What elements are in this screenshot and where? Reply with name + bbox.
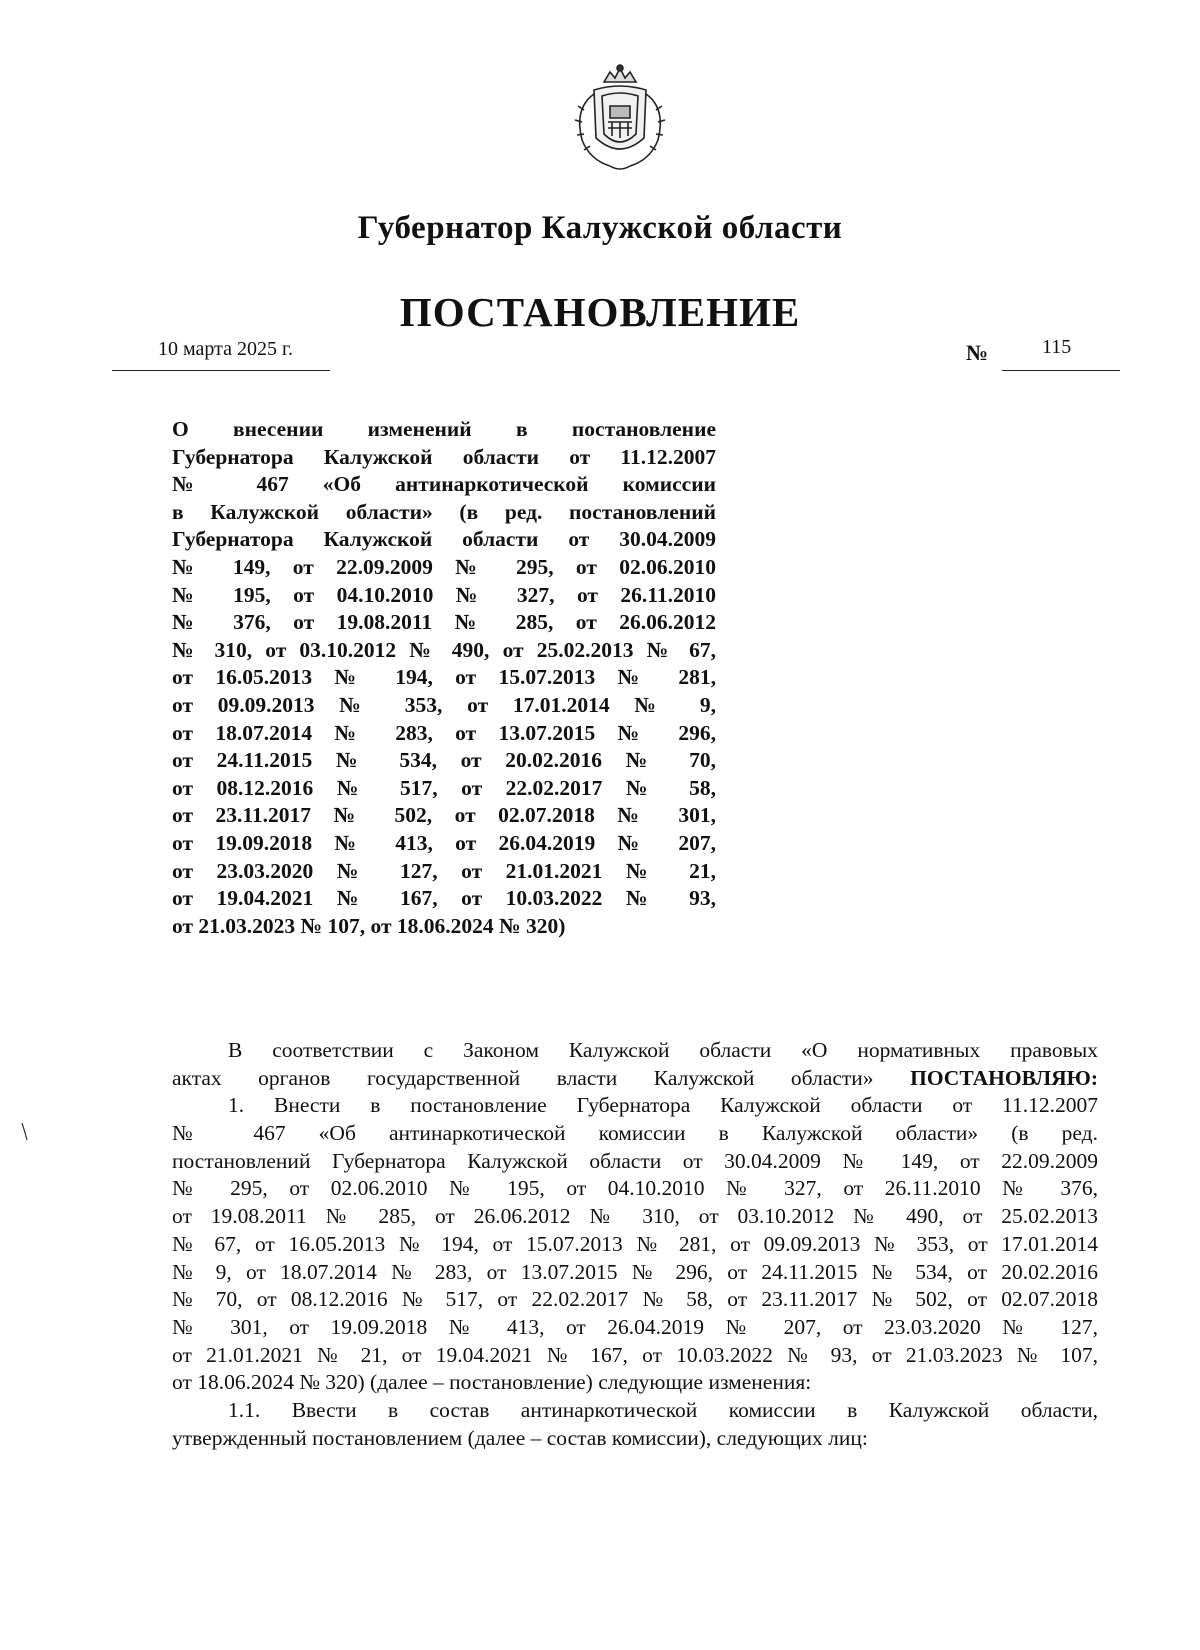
document-title <box>172 416 716 940</box>
document-type: ПОСТАНОВЛЕНИЕ <box>399 289 801 335</box>
item-1-line: № 295, от 02.06.2010 № 195, от 04.10.2010 № 327, от 26.11.2010 № 376, <box>172 1176 1098 1201</box>
item-1-line: № 67, от 16.05.2013 № 194, от 15.07.2013 № 281, от 09.09.2013 № 353, от 17.01.2014 <box>172 1231 1098 1256</box>
item-1-line: № 9, от 18.07.2014 № 283, от 13.07.2015 № 296, от 24.11.2015 № 534, от 20.02.2016 <box>172 1259 1098 1284</box>
item-1-line: № 467 «Об антинаркотической комиссии в Калужской области» (в ред. <box>172 1121 1098 1146</box>
item-1-line: № 301, от 19.09.2018 № 413, от 26.04.2019 № 207, от 23.03.2020 № 127, <box>172 1314 1098 1339</box>
preamble-line: В соответствии с Законом Калужской области «О нормативных правовых <box>228 1038 1098 1062</box>
document-body <box>172 1037 1098 1452</box>
item-1-line: постановлений Губернатора Калужской области от 30.04.2009 № 149, от 22.09.2009 <box>172 1148 1098 1173</box>
title-line: № 376, от 19.08.2011 № 285, от 26.06.2012 <box>172 610 716 635</box>
preamble-line <box>172 1065 1098 1093</box>
title-line: от 21.03.2023 № 107, от 18.06.2024 № 320) <box>172 913 566 938</box>
item-1-1-line: утвержденный постановлением (далее – состав комиссии), следующих лиц: <box>172 1425 868 1450</box>
title-line: в Калужской области» (в ред. постановлений <box>172 499 716 524</box>
item-1-line: № 70, от 08.12.2016 № 517, от 22.02.2017 № 58, от 23.11.2017 № 502, от 02.07.2018 <box>172 1287 1098 1312</box>
title-line: от 23.03.2020 № 127, от 21.01.2021 № 21, <box>172 858 716 883</box>
item-1-line: от 18.06.2024 № 320) (далее – постановление) следующие изменения: <box>172 1370 812 1395</box>
document-date: 10 марта 2025 г. <box>158 338 293 360</box>
title-line: от 18.07.2014 № 283, от 13.07.2015 № 296, <box>172 720 716 745</box>
title-line: от 23.11.2017 № 502, от 02.07.2018 № 301, <box>172 803 716 828</box>
coat-of-arms-icon <box>560 60 680 180</box>
title-line: от 19.09.2018 № 413, от 26.04.2019 № 207, <box>172 830 716 855</box>
resolution-keyword: ПОСТАНОВЛЯЮ: <box>910 1065 1099 1090</box>
title-line: № 310, от 03.10.2012 № 490, от 25.02.2013 № 67, <box>172 637 716 662</box>
item-1-line: от 21.01.2021 № 21, от 19.04.2021 № 167, от 10.03.2022 № 93, от 21.03.2023 № 107, <box>172 1342 1098 1367</box>
title-line: от 16.05.2013 № 194, от 15.07.2013 № 281, <box>172 665 716 690</box>
title-line: от 08.12.2016 № 517, от 22.02.2017 № 58, <box>172 775 716 800</box>
document-number: 115 <box>1042 336 1072 358</box>
number-field <box>1002 338 1120 371</box>
title-line: № 467 «Об антинаркотической комиссии <box>172 472 716 497</box>
title-line: Губернатора Калужской области от 30.04.2009 <box>172 527 716 552</box>
title-line: О внесении изменений в постановление <box>172 417 716 441</box>
title-line: № 149, от 22.09.2009 № 295, от 02.06.2010 <box>172 554 716 579</box>
issuing-authority: Губернатор Калужской области <box>357 210 843 246</box>
title-line: Губернатора Калужской области от 11.12.2007 <box>172 444 716 469</box>
preamble-text: актах органов государственной власти Калужской области» <box>172 1065 874 1090</box>
title-line: № 195, от 04.10.2010 № 327, от 26.11.2010 <box>172 582 716 607</box>
scan-mark <box>20 1122 30 1142</box>
title-line: от 19.04.2021 № 167, от 10.03.2022 № 93, <box>172 886 716 911</box>
item-1-1-line: 1.1. Ввести в состав антинаркотической комиссии в Калужской области, <box>228 1397 1098 1422</box>
item-1-line: от 19.08.2011 № 285, от 26.06.2012 № 310, от 03.10.2012 № 490, от 25.02.2013 <box>172 1204 1098 1229</box>
date-field <box>112 338 330 371</box>
title-line: от 24.11.2015 № 534, от 20.02.2016 № 70, <box>172 748 716 773</box>
item-1-line: 1. Внести в постановление Губернатора Калужской области от 11.12.2007 <box>228 1093 1098 1118</box>
number-label: № <box>966 340 989 365</box>
title-line: от 09.09.2013 № 353, от 17.01.2014 № 9, <box>172 692 716 717</box>
